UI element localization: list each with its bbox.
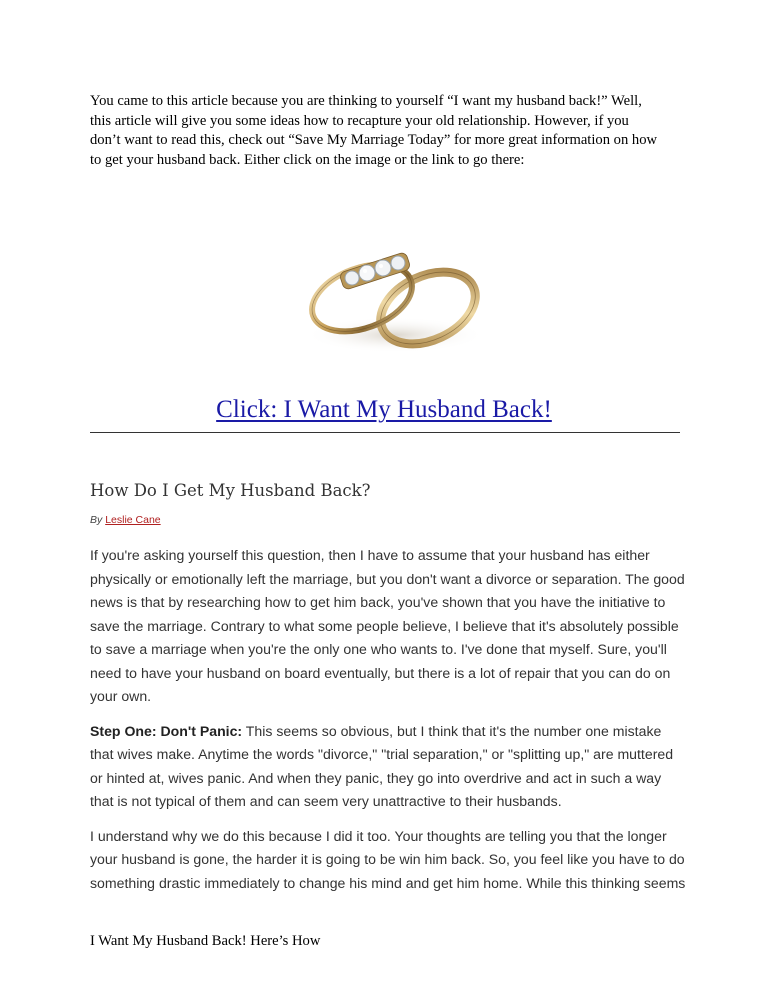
husband-back-link[interactable]: Click: I Want My Husband Back! — [216, 396, 552, 423]
body-line: need to have your husband on board eventually, but there is a lot of repair that you can do on — [90, 664, 671, 681]
paragraph — [90, 720, 690, 814]
body-line: This seems so obvious, but I think that it's the number one mistake — [242, 722, 662, 739]
body-line: that is not typical of them and can seem very unattractive to their husbands. — [90, 793, 562, 809]
intro-line: You came to this article because you are thinking to yourself “I want my husband back!” Well, — [90, 93, 642, 109]
byline — [90, 514, 161, 526]
wedding-rings-image[interactable] — [290, 240, 490, 360]
article-title: How Do I Get My Husband Back? — [90, 481, 371, 500]
body-line: save the marriage. Contrary to what some people believe, I believe that it's absolutely possible — [90, 617, 679, 634]
byline-prefix: By — [90, 514, 103, 526]
body-line: or hinted at, wives panic. And when they panic, they go into overdrive and act in such a way — [90, 769, 662, 786]
body-line: news is that by researching how to get him back, you've shown that you have the initiative to — [90, 594, 666, 610]
intro-line: to get your husband back. Either click on the image or the link to go there: — [90, 151, 525, 168]
author-link[interactable]: Leslie Cane — [105, 514, 161, 526]
body-line: something drastic immediately to change his mind and get him home. While this thinking seems — [90, 874, 686, 891]
step-heading: Step One: Don't Panic: — [90, 722, 243, 739]
body-line: your own. — [90, 688, 152, 704]
body-line: that wives make. Anytime the words "divorce," "trial separation," or "splitting up," are muttered — [90, 746, 674, 762]
body-line: I understand why we do this because I did it too. Your thoughts are telling you that the longer — [90, 827, 667, 844]
paragraph — [90, 544, 690, 709]
intro-line: don’t want to read this, check out “Save My Marriage Today” for more great information on how — [90, 132, 658, 148]
intro-line: this article will give you some ideas how to recapture your old relationship. However, if you — [90, 112, 629, 129]
wedding-rings-icon — [290, 240, 490, 360]
body-line: If you're asking yourself this question, then I have to assume that your husband has either — [90, 547, 650, 563]
article-body — [90, 544, 690, 906]
paragraph — [90, 825, 690, 896]
body-line: physically or emotionally left the marriage, but you don't want a divorce or separation. The good — [90, 570, 685, 587]
body-line: to save a marriage when you're the only one who wants to. I've done that myself. Sure, you'll — [90, 641, 667, 657]
horizontal-divider — [90, 432, 680, 433]
page-footer: I Want My Husband Back! Here’s How — [90, 933, 321, 949]
body-line: your husband is gone, the harder it is going to be win him back. So, you feel like you have to do — [90, 851, 685, 867]
intro-paragraph — [90, 92, 685, 170]
